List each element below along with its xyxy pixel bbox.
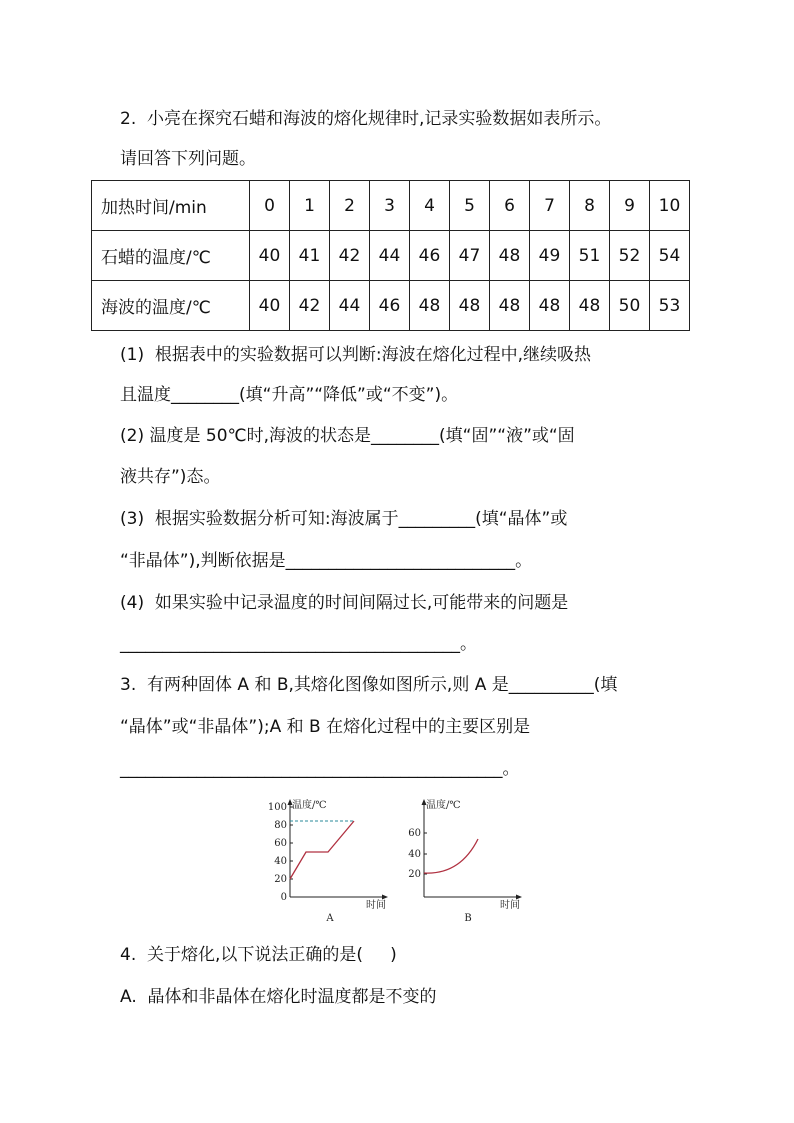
experiment-data-table	[91, 180, 690, 331]
table-cell: 54	[650, 231, 690, 281]
table-row-label: 海波的温度/℃	[92, 281, 250, 331]
table-row	[92, 231, 690, 281]
table-cell: 48	[570, 281, 610, 331]
graph-a-caption: A	[326, 913, 334, 924]
table-cell: 48	[450, 281, 490, 331]
q2-intro-line-2: 请回答下列问题。	[120, 149, 256, 169]
table-cell: 42	[290, 281, 330, 331]
table-cell: 0	[250, 181, 290, 231]
table-cell: 10	[650, 181, 690, 231]
table-cell: 48	[490, 281, 530, 331]
table-row-label: 石蜡的温度/℃	[92, 231, 250, 281]
table-cell: 9	[610, 181, 650, 231]
table-cell: 4	[410, 181, 450, 231]
table-cell: 53	[650, 281, 690, 331]
q2-sub3-line-1: (3) 根据实验数据分析可知:海波属于_________(填“晶体”或	[120, 509, 568, 529]
graph-a-tick-80: 80	[274, 820, 287, 831]
graph-a-tick-20: 20	[274, 874, 287, 885]
table-cell: 40	[250, 281, 290, 331]
graph-b-curve	[424, 839, 478, 873]
melting-graph-a	[268, 797, 400, 925]
table-cell: 3	[370, 181, 410, 231]
table-row	[92, 181, 690, 231]
graph-b-caption: B	[464, 913, 472, 924]
q4-option-a: A. 晶体和非晶体在熔化时温度都是不变的	[120, 987, 437, 1007]
table-cell: 42	[330, 231, 370, 281]
q2-sub1-line-2: 且温度________(填“升高”“降低”或“不变”)。	[120, 385, 459, 405]
q2-sub2-line-2: 液共存”)态。	[120, 467, 221, 487]
graph-b-ylabel: 温度/℃	[426, 800, 461, 811]
graph-a-xlabel: 时间	[366, 900, 386, 911]
table-cell: 2	[330, 181, 370, 231]
graph-a-tick-60: 60	[274, 838, 287, 849]
table-cell: 44	[330, 281, 370, 331]
table-cell: 49	[530, 231, 570, 281]
table-cell: 47	[450, 231, 490, 281]
graph-a-curve	[290, 821, 354, 879]
q2-sub4-line-1: (4) 如果实验中记录温度的时间间隔过长,可能带来的问题是	[120, 593, 569, 613]
q2-sub2-line-1: (2) 温度是 50℃时,海波的状态是________(填“固”“液”或“固	[120, 426, 575, 446]
graph-b-tick-20: 20	[408, 869, 421, 880]
q3-line-3: _____________________________________________。	[120, 759, 520, 779]
graph-a-tick-40: 40	[274, 856, 287, 867]
table-cell: 1	[290, 181, 330, 231]
q2-sub1-line-1: (1) 根据表中的实验数据可以判断:海波在熔化过程中,继续吸热	[120, 345, 592, 365]
table-cell: 40	[250, 231, 290, 281]
q3-line-1: 3. 有两种固体 A 和 B,其熔化图像如图所示,则 A 是__________(填	[120, 675, 618, 695]
q2-sub4-line-2: ________________________________________。	[120, 634, 477, 654]
table-cell: 44	[370, 231, 410, 281]
table-cell: 41	[290, 231, 330, 281]
table-row	[92, 281, 690, 331]
graph-b-tick-40: 40	[408, 849, 421, 860]
graph-b-x-arrow	[516, 895, 522, 900]
table-cell: 48	[530, 281, 570, 331]
table-row-label: 加热时间/min	[92, 181, 250, 231]
table-cell: 51	[570, 231, 610, 281]
graph-a-tick-0: 0	[280, 892, 287, 903]
graph-a-ylabel: 温度/℃	[292, 800, 327, 811]
table-cell: 5	[450, 181, 490, 231]
table-cell: 46	[370, 281, 410, 331]
q4-question: 4. 关于熔化,以下说法正确的是( )	[120, 945, 397, 965]
table-cell: 48	[410, 281, 450, 331]
graph-b-tick-60: 60	[408, 828, 421, 839]
graph-b-xlabel: 时间	[500, 900, 520, 911]
table-cell: 8	[570, 181, 610, 231]
q2-sub3-line-2: “非晶体”),判断依据是___________________________。	[120, 551, 533, 571]
graph-a-x-arrow	[382, 895, 388, 900]
q3-line-2: “晶体”或“非晶体”);A 和 B 在熔化过程中的主要区别是	[120, 717, 531, 737]
table-cell: 6	[490, 181, 530, 231]
table-cell: 48	[490, 231, 530, 281]
table-cell: 7	[530, 181, 570, 231]
melting-graph-b	[402, 797, 528, 925]
table-cell: 52	[610, 231, 650, 281]
table-cell: 46	[410, 231, 450, 281]
graph-a-tick-100: 100	[268, 802, 287, 813]
q2-intro-line-1: 2. 小亮在探究石蜡和海波的熔化规律时,记录实验数据如表所示。	[120, 109, 612, 129]
table-cell: 50	[610, 281, 650, 331]
